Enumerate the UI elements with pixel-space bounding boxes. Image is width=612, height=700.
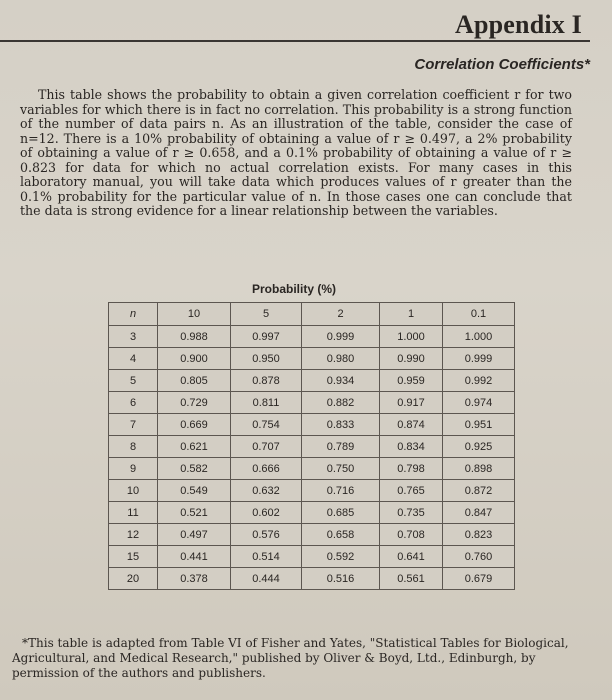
n-cell: 11 xyxy=(109,502,158,524)
n-cell: 3 xyxy=(109,326,158,348)
column-header: 5 xyxy=(231,303,302,326)
value-cell: 0.735 xyxy=(380,502,443,524)
value-cell: 0.378 xyxy=(158,568,231,590)
value-cell: 0.658 xyxy=(302,524,380,546)
value-cell: 0.602 xyxy=(231,502,302,524)
n-cell: 9 xyxy=(109,458,158,480)
value-cell: 0.441 xyxy=(158,546,231,568)
value-cell: 0.882 xyxy=(302,392,380,414)
column-header: 1 xyxy=(380,303,443,326)
value-cell: 0.561 xyxy=(380,568,443,590)
value-cell: 0.950 xyxy=(231,348,302,370)
table-row xyxy=(109,502,515,524)
value-cell: 0.980 xyxy=(302,348,380,370)
value-cell: 0.765 xyxy=(380,480,443,502)
value-cell: 0.708 xyxy=(380,524,443,546)
value-cell: 0.679 xyxy=(443,568,515,590)
value-cell: 0.582 xyxy=(158,458,231,480)
table-row xyxy=(109,524,515,546)
value-cell: 0.990 xyxy=(380,348,443,370)
value-cell: 0.521 xyxy=(158,502,231,524)
value-cell: 0.934 xyxy=(302,370,380,392)
value-cell: 0.878 xyxy=(231,370,302,392)
table-row xyxy=(109,326,515,348)
value-cell: 0.974 xyxy=(443,392,515,414)
value-cell: 0.514 xyxy=(231,546,302,568)
value-cell: 0.925 xyxy=(443,436,515,458)
table-heading: Probability (%) xyxy=(252,282,337,296)
column-header: 10 xyxy=(158,303,231,326)
value-cell: 0.669 xyxy=(158,414,231,436)
value-cell: 0.621 xyxy=(158,436,231,458)
value-cell: 1.000 xyxy=(380,326,443,348)
value-cell: 0.997 xyxy=(231,326,302,348)
value-cell: 0.789 xyxy=(302,436,380,458)
value-cell: 0.685 xyxy=(302,502,380,524)
table-row xyxy=(109,414,515,436)
table-row xyxy=(109,370,515,392)
value-cell: 0.811 xyxy=(231,392,302,414)
column-header: 2 xyxy=(302,303,380,326)
value-cell: 0.592 xyxy=(302,546,380,568)
value-cell: 0.959 xyxy=(380,370,443,392)
header-rule xyxy=(0,40,590,42)
appendix-subtitle: Correlation Coefficients* xyxy=(414,56,590,73)
value-cell: 1.000 xyxy=(443,326,515,348)
n-cell: 5 xyxy=(109,370,158,392)
value-cell: 0.666 xyxy=(231,458,302,480)
value-cell: 0.898 xyxy=(443,458,515,480)
table-body xyxy=(109,326,515,590)
table-row xyxy=(109,568,515,590)
value-cell: 0.872 xyxy=(443,480,515,502)
value-cell: 0.707 xyxy=(231,436,302,458)
table-row xyxy=(109,348,515,370)
value-cell: 0.833 xyxy=(302,414,380,436)
column-header: 0.1 xyxy=(443,303,515,326)
value-cell: 0.874 xyxy=(380,414,443,436)
n-cell: 20 xyxy=(109,568,158,590)
value-cell: 0.632 xyxy=(231,480,302,502)
value-cell: 0.900 xyxy=(158,348,231,370)
table-row xyxy=(109,546,515,568)
n-cell: 12 xyxy=(109,524,158,546)
n-cell: 8 xyxy=(109,436,158,458)
value-cell: 0.549 xyxy=(158,480,231,502)
value-cell: 0.798 xyxy=(380,458,443,480)
table-row xyxy=(109,436,515,458)
n-cell: 6 xyxy=(109,392,158,414)
value-cell: 0.834 xyxy=(380,436,443,458)
value-cell: 0.444 xyxy=(231,568,302,590)
value-cell: 0.760 xyxy=(443,546,515,568)
value-cell: 0.992 xyxy=(443,370,515,392)
table-row xyxy=(109,480,515,502)
value-cell: 0.729 xyxy=(158,392,231,414)
n-cell: 7 xyxy=(109,414,158,436)
value-cell: 0.750 xyxy=(302,458,380,480)
value-cell: 0.516 xyxy=(302,568,380,590)
n-cell: 15 xyxy=(109,546,158,568)
value-cell: 0.988 xyxy=(158,326,231,348)
value-cell: 0.754 xyxy=(231,414,302,436)
n-cell: 4 xyxy=(109,348,158,370)
intro-paragraph: This table shows the probability to obtain a given correlation coefficient r for two variables for which there is in fact no correlation. This probability is a strong function of the number of data pairs n. As an illustration of the table, consider the case of n=12. There is a 10% probability of obtaining a value of r ≥ 0.497, a 2% probability of obtaining a value of r ≥ 0.658, and a 0.1% probability of obtaining a value of r ≥ 0.823 for data for which no actual correlation exists. For many cases in this laboratory manual, you will take data which produces values of r greater than the 0.1% probability for the particular value of n. In those cases one can conclude that the data is strong evidence for a linear relationship between the variables. xyxy=(20,87,572,218)
value-cell: 0.999 xyxy=(302,326,380,348)
value-cell: 0.917 xyxy=(380,392,443,414)
value-cell: 0.805 xyxy=(158,370,231,392)
n-cell: 10 xyxy=(109,480,158,502)
value-cell: 0.641 xyxy=(380,546,443,568)
footnote: *This table is adapted from Table VI of Fisher and Yates, "Statistical Tables for Biological, Agricultural, and Medical Research," published by Oliver & Boyd, Ltd., Edinburgh, by permission of the authors and publishers. xyxy=(12,636,569,680)
value-cell: 0.823 xyxy=(443,524,515,546)
table-row xyxy=(109,392,515,414)
table-header-row xyxy=(109,303,515,326)
table-row xyxy=(109,458,515,480)
column-header: n xyxy=(109,303,158,326)
value-cell: 0.576 xyxy=(231,524,302,546)
value-cell: 0.951 xyxy=(443,414,515,436)
value-cell: 0.497 xyxy=(158,524,231,546)
correlation-table xyxy=(108,302,515,590)
value-cell: 0.716 xyxy=(302,480,380,502)
value-cell: 0.847 xyxy=(443,502,515,524)
appendix-title: Appendix I xyxy=(455,10,582,39)
value-cell: 0.999 xyxy=(443,348,515,370)
